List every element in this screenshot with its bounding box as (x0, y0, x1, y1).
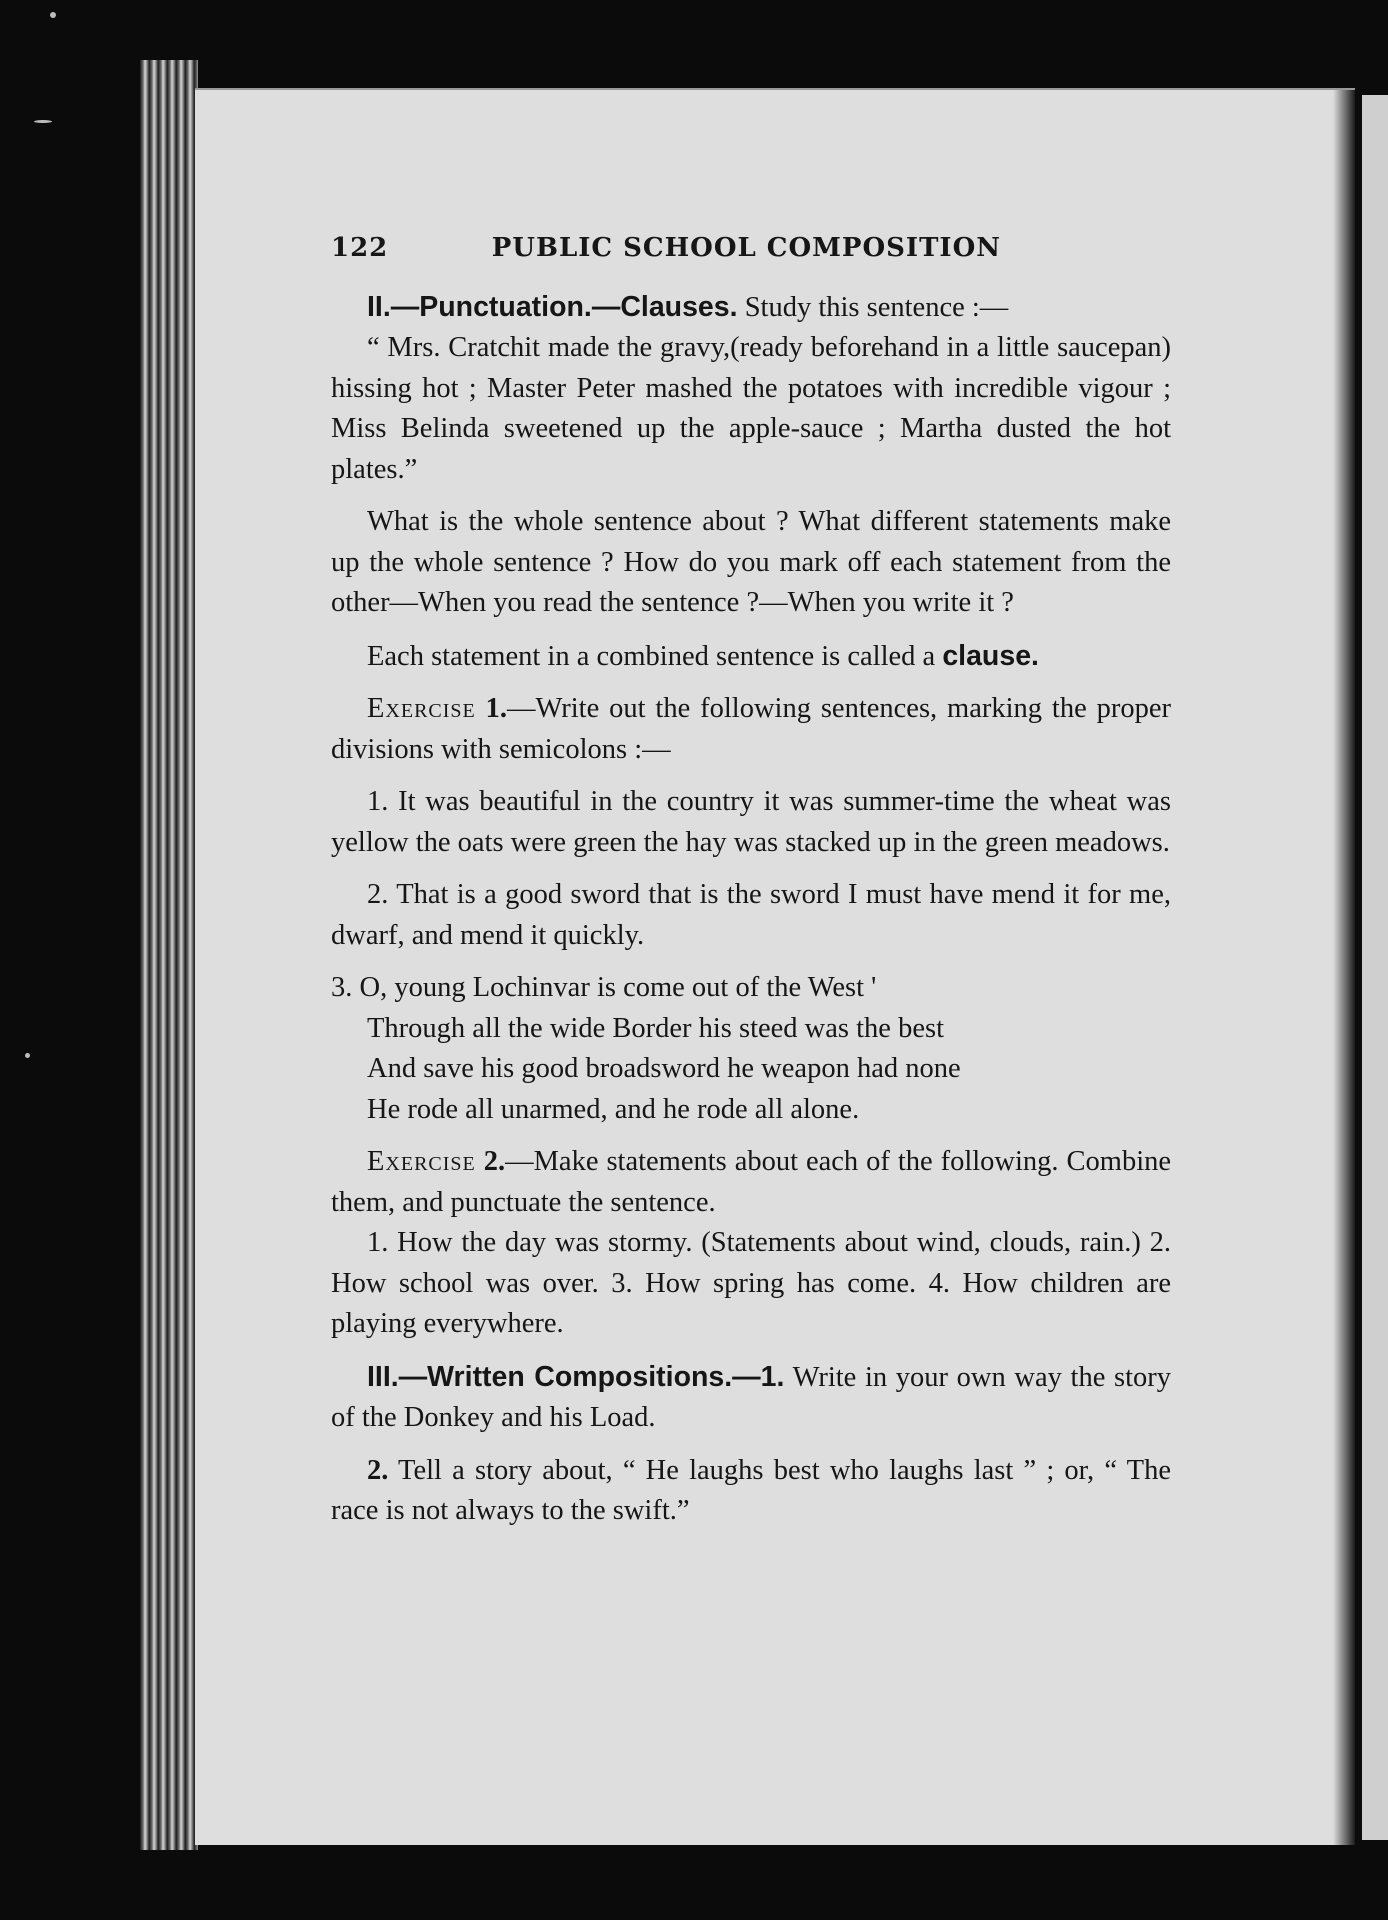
exercise-1-item-2: 2. That is a good sword that is the sword I must have mend it for me, dwarf, and mend it quickly. (331, 879, 1171, 951)
section-2-intro: Study this sentence :— (737, 291, 1009, 323)
section-2-heading-paragraph (331, 287, 1171, 329)
exercise-2-label: Exercise (367, 1146, 476, 1177)
exercise-1-text: —Write out the following sentences, marking the proper divisions with semicolons :— (331, 693, 1171, 765)
verse-line: 3. O, young Lochinvar is come out of the West ' (331, 972, 877, 1003)
section-3-item-2 (331, 1451, 1171, 1532)
verse-line: And save his good broadsword he weapon had none (367, 1053, 961, 1084)
definition-paragraph (331, 636, 1171, 678)
exercise-2-instruction (331, 1142, 1171, 1223)
exercise-1-instruction (331, 689, 1171, 770)
exercise-1-label: Exercise (367, 693, 476, 724)
definition-text: Each statement in a combined sentence is called a (367, 640, 943, 672)
section-2-heading: II.—Punctuation.—Clauses. (367, 290, 738, 323)
running-title: PUBLIC SCHOOL COMPOSITION (491, 233, 1001, 263)
exercise-2-items: 1. How the day was stormy. (Statements about wind, clouds, rain.) 2. How school was over. 3. How spring has come. 4. How children are playing everywhere. (331, 1227, 1171, 1339)
definition-term: clause. (942, 639, 1039, 672)
section-3-item-1: Write in your own way the story of the Donkey and his Load. (331, 1361, 1171, 1433)
section-3-item-2-number: 2. (367, 1454, 389, 1486)
questions-paragraph: What is the whole sentence about ? What different statements make up the whole sentence ? How do you mark off each statement from the other—When you read the sentence ?—When you write it ? (331, 506, 1171, 618)
dickens-quote: “ Mrs. Cratchit made the gravy,(ready beforehand in a little saucepan) hissing hot ; Master Peter mashed the potatoes with incredible vigour ; Miss Belinda sweetened up the apple-sauce ; Martha dusted the hot plates.” (331, 332, 1171, 485)
verse-line: He rode all unarmed, and he rode all alone. (367, 1093, 860, 1125)
exercise-1-number: 1. (475, 693, 508, 724)
scan-speck (25, 1053, 30, 1058)
page-stack-edge (140, 60, 198, 1850)
exercise-1-item-1: 1. It was beautiful in the country it was summer-time the wheat was yellow the oats were green the hay was stacked up in the green meadows. (331, 786, 1171, 858)
page-gutter-shadow (1333, 90, 1355, 1845)
verse-line: Through all the wide Border his steed was the best (367, 1012, 944, 1044)
next-page-edge (1362, 95, 1388, 1840)
section-3-paragraph (331, 1357, 1171, 1439)
exercise-2-number: 2. (475, 1146, 506, 1177)
exercise-2-text: —Make statements about each of the following. Combine them, and punctuate the sentence. (331, 1146, 1172, 1218)
running-header (331, 228, 1171, 269)
page-body (331, 228, 1171, 1532)
scan-speck (50, 12, 56, 18)
exercise-1-verse (331, 968, 1171, 1130)
scan-speck (34, 120, 52, 123)
page-number: 122 (331, 233, 389, 263)
section-3-heading: III.—Written Compositions.—1. (367, 1360, 785, 1393)
section-3-item-2-text: Tell a story about, “ He laughs best who laughs last ” ; or, “ The race is not always to the swift.” (331, 1454, 1171, 1526)
book-page (195, 88, 1355, 1845)
